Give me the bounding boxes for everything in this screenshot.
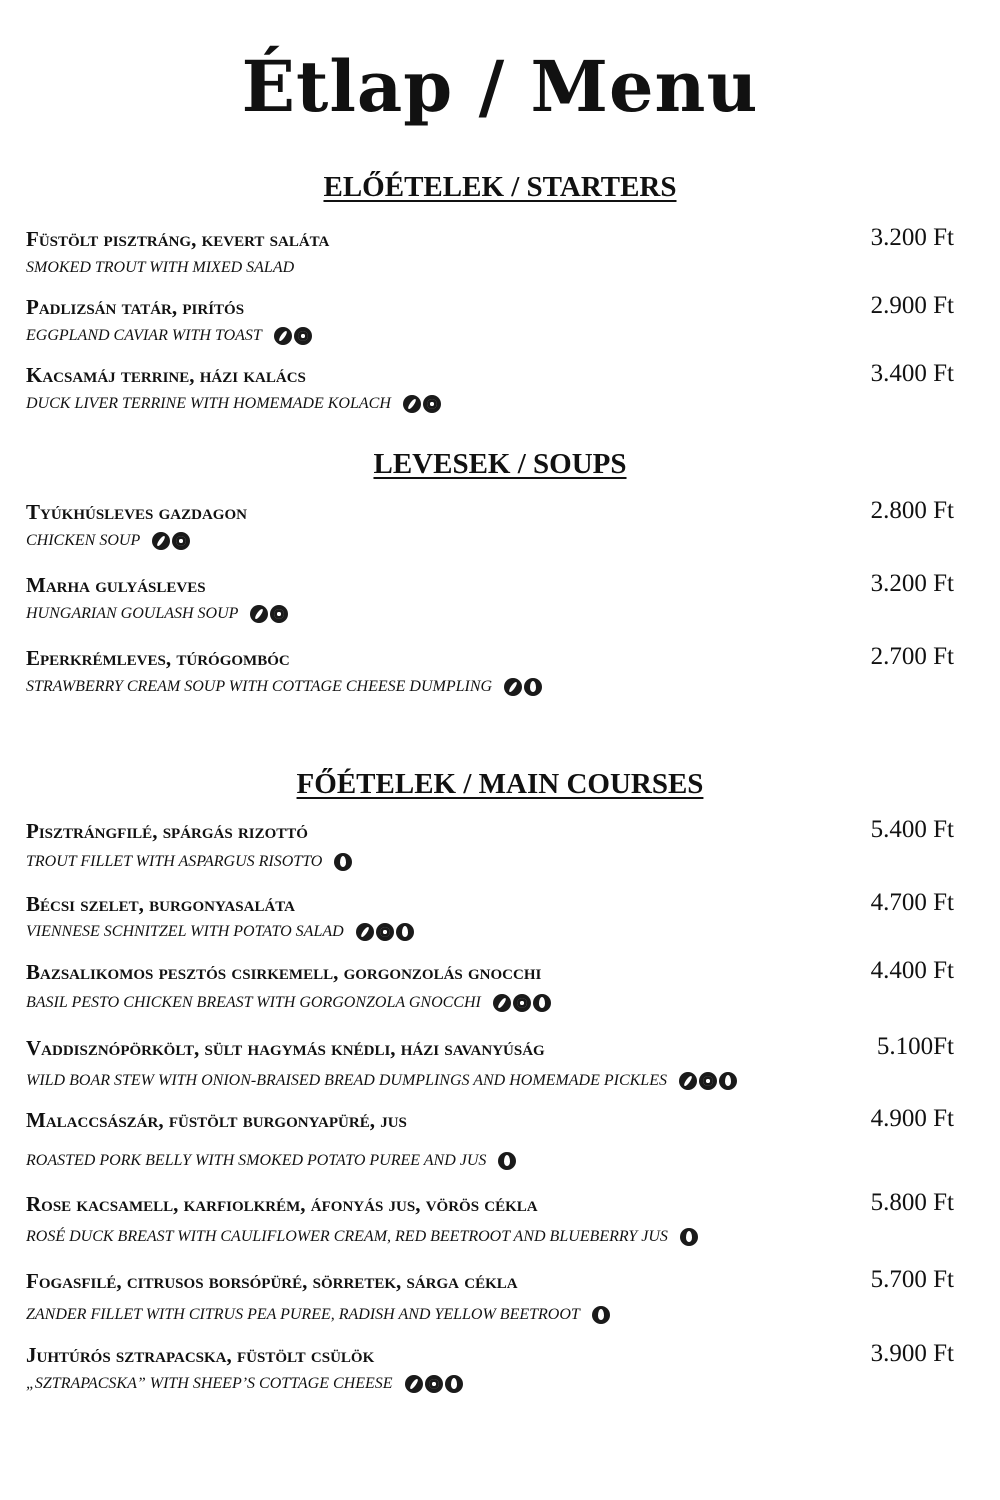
section-title: LEVESEK / SOUPS (373, 448, 627, 480)
menu-item-price: 2.700 Ft (870, 643, 954, 670)
menu-item-name: Kacsamáj terrine, házi kalács (26, 363, 306, 387)
menu-item-description (26, 326, 314, 346)
menu-item-description (26, 394, 443, 414)
lactose-icon (376, 923, 394, 941)
menu-item-price: 4.900 Ft (870, 1105, 954, 1132)
menu-item-description-text: BASIL PESTO CHICKEN BREAST WITH GORGONZOLA GNOCCHI (26, 994, 481, 1011)
menu-item-description (26, 852, 354, 872)
menu-item-name: Bazsalikomos pesztós csirkemell, gorgonzolás gnocchi (26, 960, 542, 984)
menu-item-price: 5.400 Ft (870, 816, 954, 843)
menu-item-description (26, 922, 416, 942)
allergen-icons (680, 1228, 700, 1246)
egg-icon (396, 923, 414, 941)
menu-item-description-text: „SZTRAPACSKA” WITH SHEEP’S COTTAGE CHEESE (26, 1375, 393, 1392)
menu-item-description-text: EGGPLAND CAVIAR WITH TOAST (26, 327, 262, 344)
gluten-icon (679, 1072, 697, 1090)
egg-icon (533, 994, 551, 1012)
allergen-icons (403, 395, 443, 413)
menu-item-description (26, 1227, 700, 1247)
menu-item-price: 5.800 Ft (870, 1189, 954, 1216)
menu-item-name: Tyúkhúsleves gazdagon (26, 500, 247, 524)
menu-item-name: Padlizsán tatár, pirítós (26, 295, 245, 319)
lactose-icon (172, 532, 190, 550)
gluten-icon (152, 532, 170, 550)
menu-item-description (26, 993, 553, 1013)
egg-icon (592, 1306, 610, 1324)
menu-item-description-text: ROSÉ DUCK BREAST WITH CAULIFLOWER CREAM, RED BEETROOT AND BLUEBERRY JUS (26, 1228, 668, 1245)
gluten-icon (403, 395, 421, 413)
menu-item-name: Marha gulyásleves (26, 573, 206, 597)
egg-icon (498, 1152, 516, 1170)
lactose-icon (270, 605, 288, 623)
egg-icon (334, 853, 352, 871)
menu-item-price: 4.700 Ft (870, 889, 954, 916)
allergen-icons (493, 994, 553, 1012)
menu-item-description (26, 1071, 739, 1091)
menu-item-price: 3.200 Ft (870, 570, 954, 597)
gluten-icon (250, 605, 268, 623)
menu-item-description-text: SMOKED TROUT WITH MIXED SALAD (26, 259, 295, 276)
lactose-icon (425, 1375, 443, 1393)
allergen-icons (405, 1375, 465, 1393)
menu-item-name: Bécsi szelet, burgonyasaláta (26, 892, 296, 916)
menu-item-name: Malaccsászár, füstölt burgonyapüré, jus (26, 1108, 407, 1132)
menu-item-description (26, 258, 294, 278)
menu-item-name: Fogasfilé, citrusos borsópüré, sörretek, sárga cékla (26, 1269, 518, 1293)
gluten-icon (504, 678, 522, 696)
egg-icon (524, 678, 542, 696)
allergen-icons (274, 327, 314, 345)
menu-item-description (26, 604, 290, 624)
gluten-icon (356, 923, 374, 941)
menu-item-price: 5.100Ft (876, 1033, 954, 1060)
menu-item-name: Eperkrémleves, túrógombóc (26, 646, 290, 670)
menu-item-description-text: HUNGARIAN GOULASH SOUP (26, 605, 239, 622)
allergen-icons (250, 605, 290, 623)
allergen-icons (334, 853, 354, 871)
menu-item-description (26, 1305, 612, 1325)
menu-item-description (26, 677, 544, 697)
section-title: FŐÉTELEK / MAIN COURSES (296, 768, 704, 800)
menu-item-description-text: ZANDER FILLET WITH CITRUS PEA PUREE, RADISH AND YELLOW BEETROOT (26, 1306, 580, 1323)
gluten-icon (493, 994, 511, 1012)
menu-item-description-text: CHICKEN SOUP (26, 532, 141, 549)
allergen-icons (498, 1152, 518, 1170)
menu-item-name: Vaddisznópörkölt, sült hagymás knédli, házi savanyúság (26, 1036, 545, 1060)
menu-item-description-text: ROASTED PORK BELLY WITH SMOKED POTATO PUREE AND JUS (26, 1152, 487, 1169)
allergen-icons (356, 923, 416, 941)
gluten-icon (274, 327, 292, 345)
egg-icon (719, 1072, 737, 1090)
menu-item-price: 2.800 Ft (870, 497, 954, 524)
menu-item-name: Juhtúrós sztrapacska, füstölt csülök (26, 1343, 375, 1367)
section-title: ELŐÉTELEK / STARTERS (323, 171, 677, 203)
allergen-icons (504, 678, 544, 696)
menu-item-price: 3.400 Ft (870, 360, 954, 387)
allergen-icons (679, 1072, 739, 1090)
allergen-icons (152, 532, 192, 550)
menu-item-name: Füstölt pisztráng, kevert saláta (26, 227, 330, 251)
menu-item-name: Rose kacsamell, karfiolkrém, áfonyás jus, vörös cékla (26, 1192, 538, 1216)
egg-icon (680, 1228, 698, 1246)
allergen-icons (592, 1306, 612, 1324)
egg-icon (445, 1375, 463, 1393)
menu-item-description (26, 531, 192, 551)
menu-item-price: 4.400 Ft (870, 957, 954, 984)
menu-item-description (26, 1151, 518, 1171)
menu-item-price: 2.900 Ft (870, 292, 954, 319)
lactose-icon (513, 994, 531, 1012)
menu-item-price: 3.900 Ft (870, 1340, 954, 1367)
lactose-icon (294, 327, 312, 345)
menu-item-price: 5.700 Ft (870, 1266, 954, 1293)
menu-item-name: Pisztrángfilé, spárgás rizottó (26, 819, 308, 843)
lactose-icon (423, 395, 441, 413)
gluten-icon (405, 1375, 423, 1393)
lactose-icon (699, 1072, 717, 1090)
page-title: Étlap / Menu (241, 45, 759, 128)
menu-item-price: 3.200 Ft (870, 224, 954, 251)
menu-item-description-text: WILD BOAR STEW WITH ONION-BRAISED BREAD DUMPLINGS AND HOMEMADE PICKLES (26, 1072, 667, 1089)
menu-item-description-text: DUCK LIVER TERRINE WITH HOMEMADE KOLACH (26, 395, 391, 412)
menu-item-description-text: VIENNESE SCHNITZEL WITH POTATO SALAD (26, 923, 344, 940)
menu-item-description (26, 1374, 465, 1394)
menu-item-description-text: STRAWBERRY CREAM SOUP WITH COTTAGE CHEESE DUMPLING (26, 678, 493, 695)
menu-item-description-text: TROUT FILLET WITH ASPARGUS RISOTTO (26, 853, 323, 870)
